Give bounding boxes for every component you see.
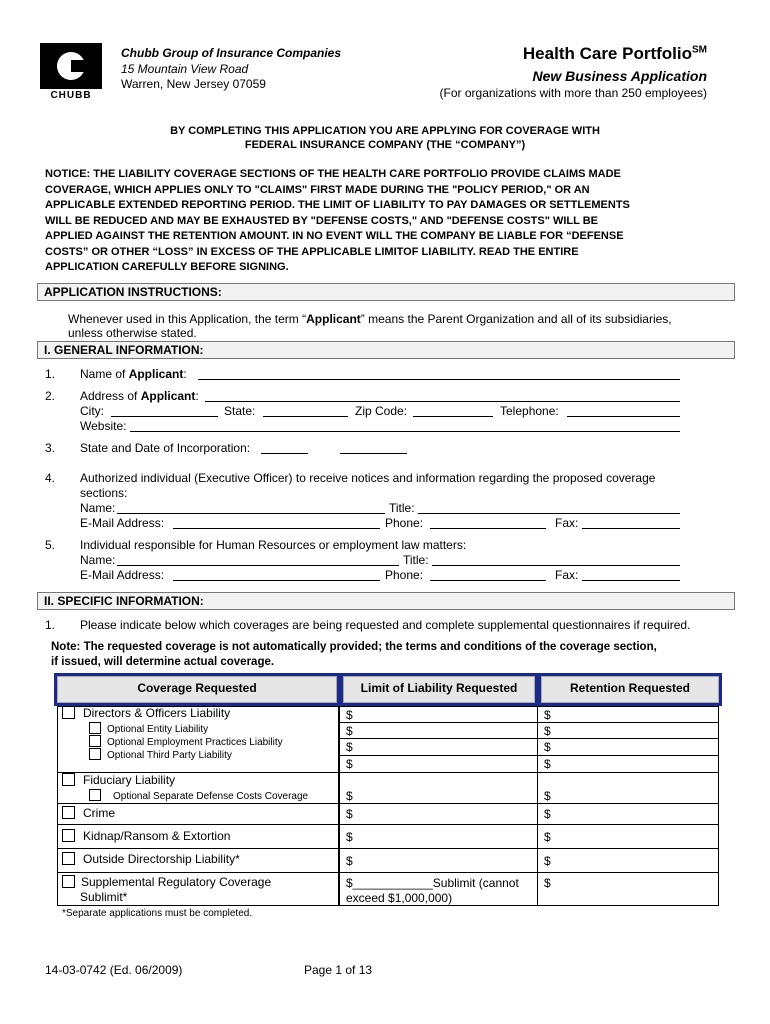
company-address-2: Warren, New Jersey 07059 [121,77,266,91]
address-field[interactable] [205,401,680,402]
q2-post: : [195,389,199,403]
dollar-sign: $ [544,830,551,844]
supp-label-2: Sublimit* [80,890,128,904]
kidnap-retention-cell[interactable] [537,824,719,849]
fiduciary-retention-cell[interactable] [537,772,719,804]
q5-phone-label: Phone: [385,568,424,582]
header-coverage-label: Coverage Requested [57,676,337,703]
fiduciary-option-label: Optional Separate Defense Costs Coverage [113,791,309,802]
do-epl-retention-cell[interactable] [537,738,719,756]
city-label: City: [80,404,104,418]
header-retention-label: Retention Requested [541,676,719,703]
do-option-third-party[interactable] [89,748,232,762]
applicant-name-field[interactable] [198,379,680,380]
instructions-text-1 [68,312,672,327]
do-entity-retention-cell[interactable] [537,722,719,739]
intro-line-2: FEDERAL INSURANCE COMPANY (THE “COMPANY”) [244,139,526,151]
do-row[interactable] [62,706,230,721]
product-title-text: Health Care Portfolio [522,44,692,63]
notice-line: COSTS” OR OTHER “LOSS” IN EXCESS OF THE APPLICABLE LIMITOF LIABILITY. READ THE ENTIRE [45,245,579,258]
q3-label: State and Date of Incorporation: [80,441,251,455]
crime-label: Crime [83,806,115,820]
supp-checkbox[interactable] [62,875,75,888]
dollar-sign: $ [346,789,353,803]
incorporation-date-field[interactable] [340,453,407,454]
state-field[interactable] [263,416,348,417]
q4-phone-label: Phone: [385,516,424,530]
dollar-sign: $ [544,757,551,771]
s1-text: Please indicate below which coverages are being requested and complete supplemental questionnaires if required. [80,618,691,632]
supp-label-1: Supplemental Regulatory Coverage [81,875,272,889]
odl-limit-cell[interactable] [339,848,538,873]
q3-number: 3. [45,441,56,455]
dollar-sign: $ [544,708,551,722]
q5-number: 5. [45,538,56,552]
q5-email-field[interactable] [173,580,380,581]
do-entity-limit-cell[interactable] [339,722,538,739]
do-option-epl-checkbox[interactable] [89,735,101,747]
dollar-sign: $ [544,789,551,803]
q2-number: 2. [45,389,56,403]
zip-label: Zip Code: [355,404,408,418]
website-label: Website: [80,419,127,433]
notice-block [45,167,630,276]
fiduciary-option-checkbox[interactable] [89,789,101,801]
q5-title-label: Title: [403,553,429,567]
dollar-sign: $ [544,876,551,890]
dollar-sign: $ [544,740,551,754]
q5-name-label: Name: [80,553,116,567]
kidnap-checkbox[interactable] [62,829,75,842]
city-field[interactable] [111,416,218,417]
crime-row[interactable] [62,806,115,821]
dollar-sign: $ [346,740,353,754]
telephone-field[interactable] [567,416,680,417]
kidnap-label: Kidnap/Ransom & Extortion [83,829,231,843]
do-third-party-retention-cell[interactable] [537,755,719,773]
do-option-third-party-checkbox[interactable] [89,748,101,760]
form-number: 14-03-0742 (Ed. 06/2009) [45,963,183,977]
do-limit-cell[interactable] [339,706,538,723]
general-heading: I. GENERAL INFORMATION: [44,343,204,357]
q5-name-field[interactable] [117,565,399,566]
header-limit-label: Limit of Liability Requested [343,676,535,703]
product-title [523,44,707,64]
odl-checkbox[interactable] [62,852,75,865]
do-third-party-limit-cell[interactable] [339,755,538,773]
note-line-2: if issued, will determine actual coverage. [51,656,275,668]
odl-label: Outside Directorship Liability* [83,852,240,866]
notice-line: WILL BE REDUCED AND MAY BE EXHAUSTED BY "DEFENSE COSTS," AND "DEFENSE COSTS" WILL BE [45,214,598,227]
table-footnote: *Separate applications must be completed. [62,908,253,919]
q5-email-label: E-Mail Address: [80,568,165,582]
q4-line-1: Authorized individual (Executive Officer) to receive notices and information regarding the proposed coverage [80,471,656,485]
dollar-sign: $ [346,757,353,771]
q1-post: : [183,367,187,381]
do-option-third-party-label: Optional Third Party Liability [107,750,232,761]
q5-title-field[interactable] [432,565,680,566]
q1-number: 1. [45,367,56,381]
dollar-sign: $ [346,724,353,738]
kidnap-row[interactable] [62,829,230,844]
q4-phone-field[interactable] [430,528,546,529]
crime-retention-cell[interactable] [537,803,719,825]
notice-line: COVERAGE, WHICH APPLIES ONLY TO "CLAIMS" FIRST MADE DURING THE "POLICY PERIOD," OR AN [45,183,590,196]
q5-fax-label: Fax: [555,568,579,582]
fiduciary-checkbox[interactable] [62,773,75,786]
q4-line-2: sections: [80,486,128,500]
q4-fax-label: Fax: [555,516,579,530]
q4-email-field[interactable] [173,528,380,529]
q5-line-1: Individual responsible for Human Resources or employment law matters: [80,538,467,552]
fiduciary-label: Fiduciary Liability [83,773,176,787]
do-epl-limit-cell[interactable] [339,738,538,756]
state-label: State: [224,404,256,418]
do-option-epl-label: Optional Employment Practices Liability [107,737,283,748]
kidnap-limit-cell[interactable] [339,824,538,849]
notice-line: NOTICE: THE LIABILITY COVERAGE SECTIONS OF THE HEALTH CARE PORTFOLIO PROVIDE CLAIMS MADE [45,168,621,180]
dollar-sign: $ [346,830,353,844]
q4-fax-field[interactable] [582,528,680,529]
dollar-sign: $ [544,854,551,868]
notice-line: APPLIED AGAINST THE RETENTION AMOUNT. IN NO EVENT WILL THE COMPANY BE LIABLE FOR “DEFENSE [45,230,624,242]
q4-email-label: E-Mail Address: [80,516,165,530]
instructions-term: Applicant [306,312,361,326]
q4-name-field[interactable] [117,513,385,514]
crime-checkbox[interactable] [62,806,75,819]
product-subtitle: New Business Application [532,68,707,84]
instructions-pre: Whenever used in this Application, the term “ [68,312,307,326]
q4-title-label: Title: [389,501,415,515]
do-option-entity-checkbox[interactable] [89,722,101,734]
q2-term: Applicant [140,389,196,403]
telephone-label: Telephone: [500,404,559,418]
logo-text: CHUBB [50,90,92,101]
fiduciary-option[interactable] [89,789,308,803]
odl-retention-cell[interactable] [537,848,719,873]
q1-label [80,367,187,382]
service-mark: SM [692,44,707,56]
instructions-post: ” means the Parent Organization and all of its subsidiaries, [360,312,672,326]
page-number: Page 1 of 13 [304,963,373,977]
q2-pre: Address of [80,389,141,403]
q4-name-label: Name: [80,501,116,515]
notice-line: APPLICABLE EXTENDED REPORTING PERIOD. THE LIMIT OF LIABILITY TO PAY DAMAGES OR SETTLEMENTS [45,199,630,211]
instructions-text-2: unless otherwise stated. [68,326,197,340]
specific-heading-bar [37,592,735,610]
intro-line-1: BY COMPLETING THIS APPLICATION YOU ARE APPLYING FOR COVERAGE WITH [170,125,600,137]
dollar-sign: $ [346,807,353,821]
note-line-1: Note: The requested coverage is not automatically provided; the terms and conditions of the coverage section, [51,641,657,653]
supp-retention-cell[interactable] [537,872,719,906]
chubb-logo-mark [40,43,102,89]
chubb-logo [40,43,102,101]
fiduciary-limit-cell[interactable] [339,772,538,804]
instructions-heading: APPLICATION INSTRUCTIONS: [44,285,222,299]
q5-fax-field[interactable] [582,580,680,581]
q5-phone-field[interactable] [430,580,546,581]
general-heading-bar [37,341,735,359]
q1-term: Applicant [128,367,184,381]
supp-limit-cell[interactable] [339,872,538,906]
company-address-1: 15 Mountain View Road [121,62,249,76]
specific-heading: II. SPECIFIC INFORMATION: [44,594,204,608]
dollar-sign: $ [346,854,353,868]
supp-limit-line-1: $____________Sublimit (cannot [346,876,519,890]
s1-number: 1. [45,618,56,632]
company-name: Chubb Group of Insurance Companies [121,46,342,60]
header-retention [538,673,722,706]
do-option-entity-label: Optional Entity Liability [107,724,209,735]
instructions-heading-bar [37,283,735,301]
website-field[interactable] [130,431,680,432]
odl-row[interactable] [62,852,240,867]
do-checkbox[interactable] [62,706,75,719]
q4-number: 4. [45,471,56,485]
supp-limit-line-2: exceed $1,000,000) [346,891,453,905]
product-scope: (For organizations with more than 250 employees) [439,86,707,100]
crime-limit-cell[interactable] [339,803,538,825]
do-option-epl[interactable] [89,735,283,749]
q2-label [80,389,199,404]
do-option-entity[interactable] [89,722,208,736]
do-label: Directors & Officers Liability [83,706,231,720]
do-retention-cell[interactable] [537,706,719,723]
notice-line: APPLICATION CAREFULLY BEFORE SIGNING. [45,261,289,273]
supp-row[interactable] [62,875,271,890]
dollar-sign: $ [544,807,551,821]
dollar-sign: $ [544,724,551,738]
header-limit [340,673,538,706]
q1-pre: Name of [80,367,129,381]
header-coverage [54,673,340,706]
incorporation-state-field[interactable] [261,453,308,454]
zip-field[interactable] [413,416,493,417]
fiduciary-row[interactable] [62,773,175,788]
dollar-sign: $ [346,708,353,722]
q4-title-field[interactable] [418,513,680,514]
